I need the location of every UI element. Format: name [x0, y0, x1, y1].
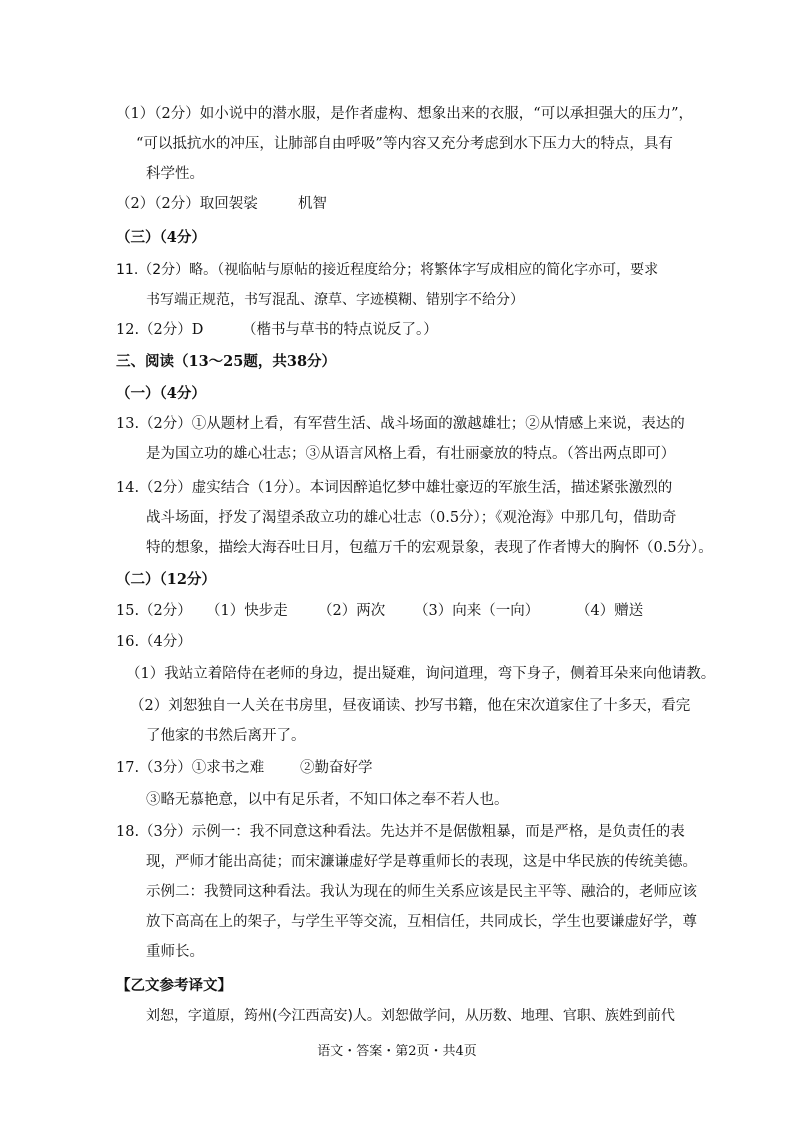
answer-line: 示例二：我赞同这种看法。我认为现在的师生关系应该是民主平等、融洽的，老师应该 — [146, 884, 697, 900]
answer-line: 14.（2分）虚实结合（1分）。本词因醉追忆梦中雄壮豪迈的军旅生活，描述紧张激烈的 — [116, 480, 673, 496]
answer-line: 书写端正规范，书写混乱、潦草、字迹模糊、错别字不给分） — [146, 292, 524, 308]
answer-line: ②勤奋好学 — [300, 760, 373, 776]
answer-line: （3）向来（一向） — [414, 603, 540, 619]
answer-line: 放下高高在上的架子，与学生平等交流，互相信任，共同成长，学生也要谦虚好学，尊 — [146, 914, 697, 930]
answer-line: 了他家的书然后离开了。 — [146, 728, 306, 744]
section-heading: 三、阅读（13～25题，共38分） — [116, 353, 337, 370]
answer-line: 现，严师才能出高徒；而宋濂谦虚好学是尊重师长的表现，这是中华民族的传统美德。 — [146, 854, 697, 870]
answer-line: 机智 — [298, 196, 327, 212]
answer-line: 特的想象，描绘大海吞吐日月，包蕴万千的宏观景象，表现了作者博大的胸怀（0.5分）。 — [146, 540, 713, 556]
answer-line: 是为国立功的雄心壮志；③从语言风格上看，有壮丽豪放的特点。（答出两点即可） — [146, 446, 676, 462]
answer-line: （1）我站立着陪侍在老师的身边，提出疑难，询问道理，弯下身子，侧着耳朵来向他请教。 — [126, 666, 716, 682]
section-heading: （三）（4分） — [116, 229, 206, 246]
page-footer: 语文・答案・第2页・共4页 — [317, 1044, 477, 1059]
answer-line: 17.（3分）①求书之难 — [116, 760, 265, 776]
answer-line: “可以抵抗水的冲压，让肺部自由呼吸”等内容又充分考虑到水下压力大的特点，具有 — [136, 136, 673, 152]
answer-line: 重师长。 — [146, 944, 204, 960]
answer-line: 11.（2分）略。（视临帖与原帖的接近程度给分；将繁体字写成相应的简化字亦可，要求 — [116, 262, 659, 278]
section-heading: （一）（4分） — [116, 385, 206, 402]
section-heading: 【乙文参考译文】 — [116, 977, 232, 994]
answer-line: （楷书与草书的特点说反了。） — [242, 322, 438, 338]
answer-line: （2）（2分）取回袈裟 — [116, 196, 258, 212]
answer-line: 科学性。 — [146, 166, 204, 182]
answer-line: 13.（2分）①从题材上看，有军营生活、战斗场面的激越雄壮；②从情感上来说，表达的 — [116, 416, 685, 432]
answer-line: 16.（4分） — [116, 634, 192, 650]
answer-line: 刘恕，字道原，筠州(今江西高安)人。刘恕做学问，从历数、地理、官职、族姓到前代 — [146, 1008, 675, 1024]
section-heading: （二）（12分） — [116, 571, 216, 588]
answer-line: 15.（2分） — [116, 603, 192, 619]
answer-line: （2）刘恕独自一人关在书房里，昼夜诵读、抄写书籍，他在宋次道家住了十多天，看完 — [130, 698, 691, 714]
answer-line: （2）两次 — [318, 603, 386, 619]
answer-line: ③略无慕艳意，以中有足乐者，不知口体之奉不若人也。 — [146, 792, 509, 808]
answer-line: （4）赠送 — [576, 603, 644, 619]
answer-line: （1）快步走 — [206, 603, 288, 619]
answer-line: （1）（2分）如小说中的潜水服，是作者虚构、想象出来的衣服，“可以承担强大的压力”， — [116, 106, 694, 122]
answer-line: 战斗场面，抒发了渴望杀敌立功的雄心壮志（0.5分）；《观沧海》中那几句，借助奇 — [146, 510, 677, 526]
answer-line: 18.（3分）示例一：我不同意这种看法。先达并不是倨傲粗暴，而是严格，是负责任的表 — [116, 824, 685, 840]
answer-line: 12.（2分）D — [116, 322, 204, 338]
